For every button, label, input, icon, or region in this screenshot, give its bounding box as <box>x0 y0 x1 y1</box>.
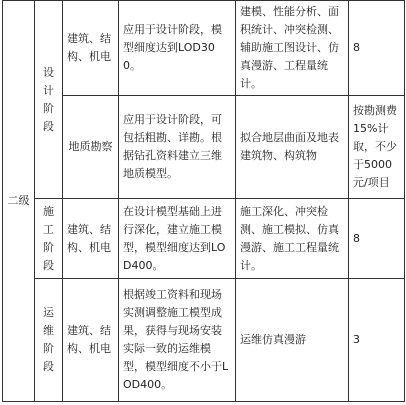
stage-cell-design <box>35 1 63 199</box>
description-cell: 应用于设计阶段，模型细度达到LOD300。 <box>119 1 236 96</box>
application-cell: 拟合地层曲面及地表建筑物、构筑物 <box>236 96 349 199</box>
table-row <box>3 279 405 402</box>
fee-cell: 8 <box>349 199 405 279</box>
fee-cell: 按勘测费15%计取，不少于5000元/项目 <box>349 96 405 199</box>
table-row <box>3 96 405 199</box>
discipline-cell: 建筑、结构、机电 <box>63 279 119 402</box>
discipline-cell: 建筑、结构、机电 <box>63 199 119 279</box>
level-label: 二级 <box>7 194 30 207</box>
discipline-cell: 地质勘察 <box>63 96 119 199</box>
discipline-cell: 建筑、结构、机电 <box>63 1 119 96</box>
description-cell: 在设计模型基础上进行深化，建立施工模型，模型细度达到LOD400。 <box>119 199 236 279</box>
stage-cell-operation <box>35 279 63 402</box>
application-cell: 运维仿真漫游 <box>236 279 349 402</box>
description-cell: 应用于设计阶段，可包括粗勘、详勘。根据钻孔资料建立三维地质模型。 <box>119 96 236 199</box>
standards-table <box>2 0 405 402</box>
fee-cell: 3 <box>349 279 405 402</box>
stage-cell-construction <box>35 199 63 279</box>
table-row <box>3 1 405 96</box>
table-row <box>3 199 405 279</box>
fee-cell: 8 <box>349 1 405 96</box>
stage-label: 施工阶段 <box>43 204 54 272</box>
application-cell: 建模、性能分析、面积统计、冲突检测、辅助施工图设计、仿真漫游、工程量统计。 <box>236 1 349 96</box>
stage-label: 运维阶段 <box>43 306 54 373</box>
stage-label: 设计阶段 <box>43 65 54 133</box>
level-cell <box>3 1 35 402</box>
description-cell: 根据竣工资料和现场实测调整施工模型成果，获得与现场安装实际一致的运维模型，模型细度不小于LOD400。 <box>119 279 236 402</box>
application-cell: 施工深化、冲突检测、施工模拟、仿真漫游、施工工程量统计。 <box>236 199 349 279</box>
